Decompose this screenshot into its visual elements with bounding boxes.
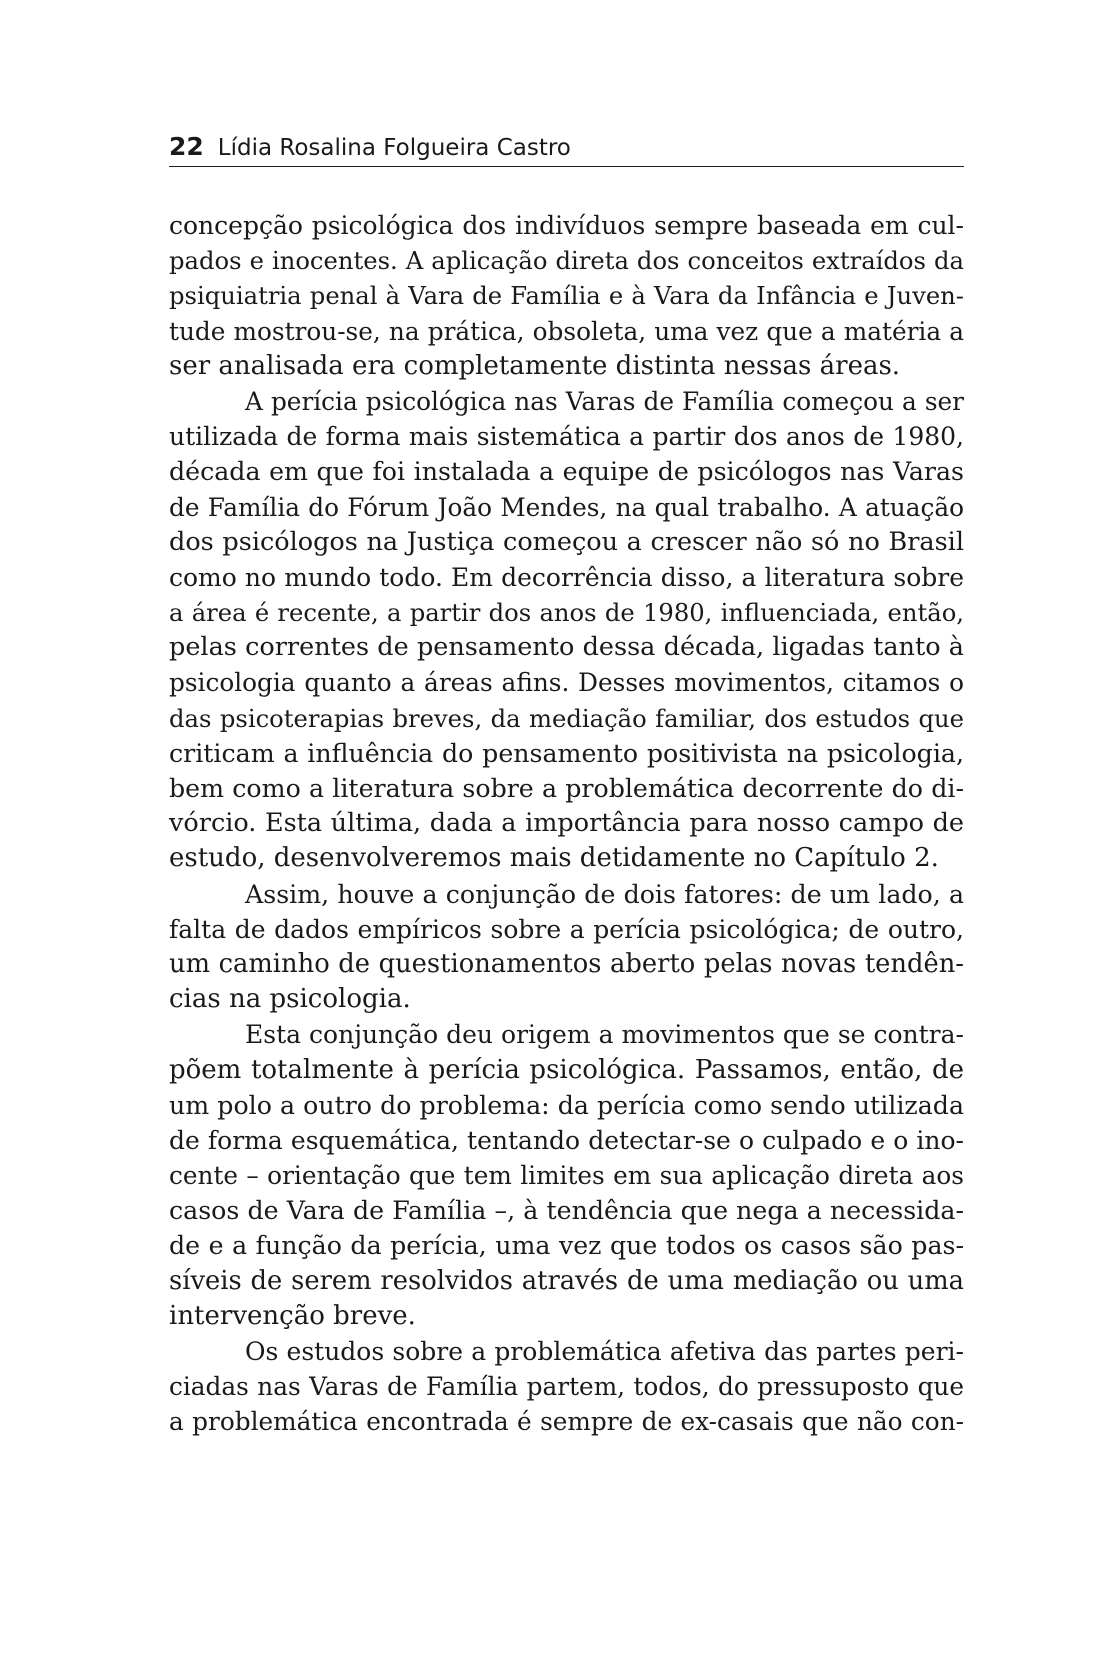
text-line: síveis de serem resolvidos através de uma mediação ou uma [169,1265,964,1296]
text-line: um caminho de questionamentos aberto pelas novas tendên- [169,948,964,979]
text-line: de Família do Fórum João Mendes, na qual trabalho. A atuação [169,492,964,522]
text-line: pados e inocentes. A aplicação direta dos conceitos extraídos da [169,246,964,276]
page-number: 22 [169,132,204,161]
running-header [169,132,964,167]
text-line: Assim, houve a conjunção de dois fatores: de um lado, a [245,879,964,909]
text-line: A perícia psicológica nas Varas de Família começou a ser [245,386,964,416]
text-line: das psicoterapias breves, da mediação familiar, dos estudos que [169,703,964,733]
text-line: intervenção breve. [169,1300,416,1331]
text-line: de e a função da perícia, uma vez que todos os casos são pas- [169,1231,964,1261]
text-line: psicologia quanto a áreas afins. Desses movimentos, citamos o [169,668,964,698]
text-line: cias na psicologia. [169,984,411,1015]
text-line: põem totalmente à perícia psicológica. Passamos, então, de [169,1054,964,1085]
text-line: tude mostrou-se, na prática, obsoleta, uma vez que a matéria a [169,316,964,346]
text-line: um polo a outro do problema: da perícia como sendo utilizada [169,1090,964,1120]
text-line: casos de Vara de Família –, à tendência que nega a necessida- [169,1196,964,1226]
text-line: Os estudos sobre a problemática afetiva das partes peri- [245,1337,964,1366]
body-text [169,208,964,1440]
book-page [169,0,964,1654]
text-line: dos psicólogos na Justiça começou a crescer não só no Brasil [169,526,964,557]
text-line: ciadas nas Varas de Família partem, todos, do pressuposto que [169,1372,964,1402]
text-line: década em que foi instalada a equipe de psicólogos nas Varas [169,457,964,487]
text-line: a área é recente, a partir dos anos de 1980, influenciada, então, [169,598,964,628]
text-line: Esta conjunção deu origem a movimentos que se contra- [245,1020,964,1050]
text-line: vórcio. Esta última, dada a importância para nosso campo de [169,808,964,839]
text-line: bem como a literatura sobre a problemática decorrente do di- [169,774,964,803]
text-line: falta de dados empíricos sobre a perícia psicológica; de outro, [169,914,964,944]
text-line: de forma esquemática, tentando detectar-se o culpado e o ino- [169,1125,964,1155]
text-line: utilizada de forma mais sistemática a partir dos anos de 1980, [169,422,964,452]
text-line: a problemática encontrada é sempre de ex-casais que não con- [169,1407,964,1437]
text-line: estudo, desenvolveremos mais detidamente no Capítulo 2. [169,843,939,874]
text-line: psiquiatria penal à Vara de Família e à Vara da Infância e Juven- [169,281,964,311]
text-line: concepção psicológica dos indivíduos sempre baseada em cul- [169,211,964,240]
text-line: como no mundo todo. Em decorrência disso, a literatura sobre [169,562,964,592]
text-line: ser analisada era completamente distinta nessas áreas. [169,350,901,381]
text-line: criticam a influência do pensamento positivista na psicologia, [169,738,964,768]
text-line: cente – orientação que tem limites em sua aplicação direta aos [169,1161,964,1191]
running-header-author: Lídia Rosalina Folgueira Castro [217,135,571,161]
text-line: pelas correntes de pensamento dessa década, ligadas tanto à [169,632,964,663]
